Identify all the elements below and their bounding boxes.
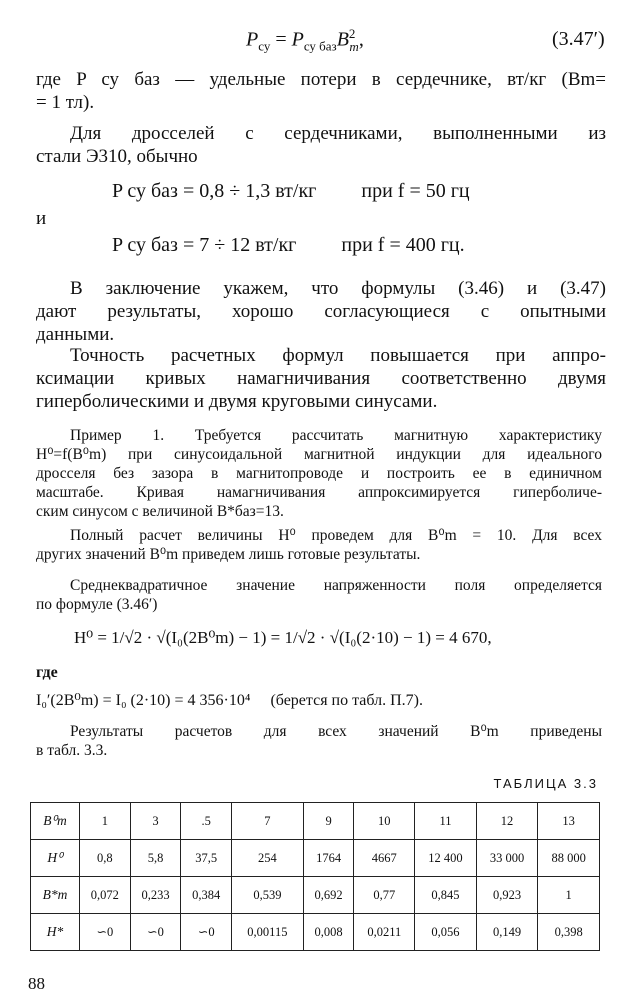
paragraph-line: Точность расчетных формул повышается при аппро-	[70, 345, 606, 366]
formula-rhs-sub: су баз	[303, 38, 337, 54]
table-cell: 1764	[303, 840, 354, 877]
table-cell: 12	[476, 803, 538, 840]
table-cell: 1	[538, 877, 600, 914]
paragraph-line: дают результаты, хорошо согласующиеся с опытными	[36, 301, 606, 322]
example-line: дросселя без зазора в магнитопроводе и построить ее в единичном	[36, 465, 602, 482]
table-cell: 3	[130, 803, 181, 840]
paragraph-line: стали Э310, обычно	[36, 146, 198, 167]
table-cell: 0,00115	[232, 914, 304, 951]
formula-i0-text: I₀′(2B⁰m) = I₀ (2·10) = 4 356·10⁴	[36, 692, 251, 709]
table-cell: 9	[303, 803, 354, 840]
table-cell: 0,149	[476, 914, 538, 951]
full-calc-line: Полный расчет величины H⁰ проведем для B⁰m = 10. Для всех	[70, 527, 602, 544]
formula-tail: ,	[358, 28, 364, 51]
table-cell: 11	[415, 803, 477, 840]
table-cell: ∽0	[130, 914, 181, 951]
table-cell: 7	[232, 803, 304, 840]
formula-var-sub: m	[349, 38, 359, 54]
formula-i0	[36, 690, 423, 710]
formula-var-sup: 2	[348, 26, 356, 41]
paragraph-where	[36, 68, 606, 114]
data-table	[30, 802, 600, 951]
equation-number: (3.47′)	[552, 28, 605, 50]
page-number: 88	[28, 974, 45, 993]
full-calc-line: других значений B⁰m приведем лишь готовые результаты.	[36, 546, 421, 563]
table-cell: 0,233	[130, 877, 181, 914]
formula-3-47: $P_{су} = P_{су баз}B^2_m$,	[246, 26, 364, 54]
table-caption: ТАБЛИЦА 3.3	[493, 776, 598, 791]
table-cell: .5	[181, 803, 232, 840]
table-cell: 88 000	[538, 840, 600, 877]
table-cell: 0,384	[181, 877, 232, 914]
example-line: H⁰=f(B⁰m) при синусоидальной магнитной индукции для идеального	[36, 446, 602, 463]
table-cell: 0,398	[538, 914, 600, 951]
table-cell: 0,8	[80, 840, 131, 877]
table-cell: 0,056	[415, 914, 477, 951]
paragraph-line: = 1 тл).	[36, 92, 95, 113]
table-cell: 0,539	[232, 877, 304, 914]
formula-lhs: P	[246, 28, 259, 51]
formula-50hz-cond: при f = 50 гц	[361, 180, 470, 202]
formula-400hz-text: P су баз = 7 ÷ 12 вт/кг	[112, 234, 297, 256]
table-cell: 0,692	[303, 877, 354, 914]
table-cell: 254	[232, 840, 304, 877]
paragraph-conclusion	[36, 277, 606, 346]
table-cell: 0,072	[80, 877, 131, 914]
formula-rhs: P	[291, 28, 304, 51]
example-line: ским синусом с величиной B*баз=13.	[36, 503, 284, 520]
table-cell: 0,845	[415, 877, 477, 914]
table-cell: ∽0	[181, 914, 232, 951]
table-row-header: B⁰m	[31, 803, 80, 840]
table-row	[31, 803, 600, 840]
rms-line: по формуле (3.46′)	[36, 596, 158, 613]
paragraph-accuracy	[36, 344, 606, 413]
full-calc	[36, 526, 602, 564]
rms-line: Среднеквадратичное значение напряженности поля определяется	[70, 577, 602, 594]
paragraph-line: Для дросселей с сердечниками, выполненными из	[70, 123, 606, 144]
paragraph-line: данными.	[36, 324, 115, 345]
table-cell: 0,008	[303, 914, 354, 951]
table-cell: 10	[354, 803, 415, 840]
formula-50hz	[112, 180, 470, 203]
table-cell: 13	[538, 803, 600, 840]
table-cell: 0,923	[476, 877, 538, 914]
formula-var: B	[336, 28, 349, 51]
paragraph-line: гиперболическими и двумя круговыми синусами.	[36, 391, 438, 412]
formula-i0-note: (берется по табл. П.7).	[270, 692, 424, 709]
table-row-header: H*	[31, 914, 80, 951]
table-row	[31, 914, 600, 951]
table-row	[31, 877, 600, 914]
table-cell: 33 000	[476, 840, 538, 877]
table-cell: 5,8	[130, 840, 181, 877]
formula-lhs-sub: су	[258, 38, 271, 54]
example-line: Пример 1. Требуется рассчитать магнитную характеристику	[70, 427, 602, 444]
results-line: в табл. 3.3.	[36, 742, 108, 759]
results-line: Результаты расчетов для всех значений B⁰m приведены	[70, 723, 602, 740]
table-row-header: H⁰	[31, 840, 80, 877]
table-cell: 0,0211	[354, 914, 415, 951]
formula-400hz-cond: при f = 400 гц.	[341, 234, 465, 256]
results-text	[36, 722, 602, 760]
table-cell: 37,5	[181, 840, 232, 877]
example-line: масштабе. Кривая намагничивания аппроксимируется гиперболиче-	[36, 484, 602, 501]
table-cell: 0,77	[354, 877, 415, 914]
paragraph-line: ксимации кривых намагничивания соответственно двумя	[36, 368, 606, 389]
table-cell: 4667	[354, 840, 415, 877]
table-cell: 12 400	[415, 840, 477, 877]
formula-50hz-text: P су баз = 0,8 ÷ 1,3 вт/кг	[112, 180, 317, 202]
paragraph-line: В заключение укажем, что формулы (3.46) и (3.47)	[70, 278, 606, 299]
example-1	[36, 426, 602, 521]
rms-text	[36, 576, 602, 614]
formula-h0: H⁰ = 1/√2 · √(I₀(2B⁰m) − 1) = 1/√2 · √(I₀(2·10) − 1) = 4 670,	[74, 628, 492, 647]
paragraph-line: где P су баз — удельные потери в сердечнике, вт/кг (Bm=	[36, 69, 606, 90]
and-word: и	[36, 208, 47, 229]
table-cell: ∽0	[80, 914, 131, 951]
table-row-header: B*m	[31, 877, 80, 914]
where-label: где	[36, 664, 58, 681]
table-cell: 1	[80, 803, 131, 840]
formula-400hz	[112, 234, 465, 257]
table-row	[31, 840, 600, 877]
paragraph-steel	[36, 122, 606, 168]
